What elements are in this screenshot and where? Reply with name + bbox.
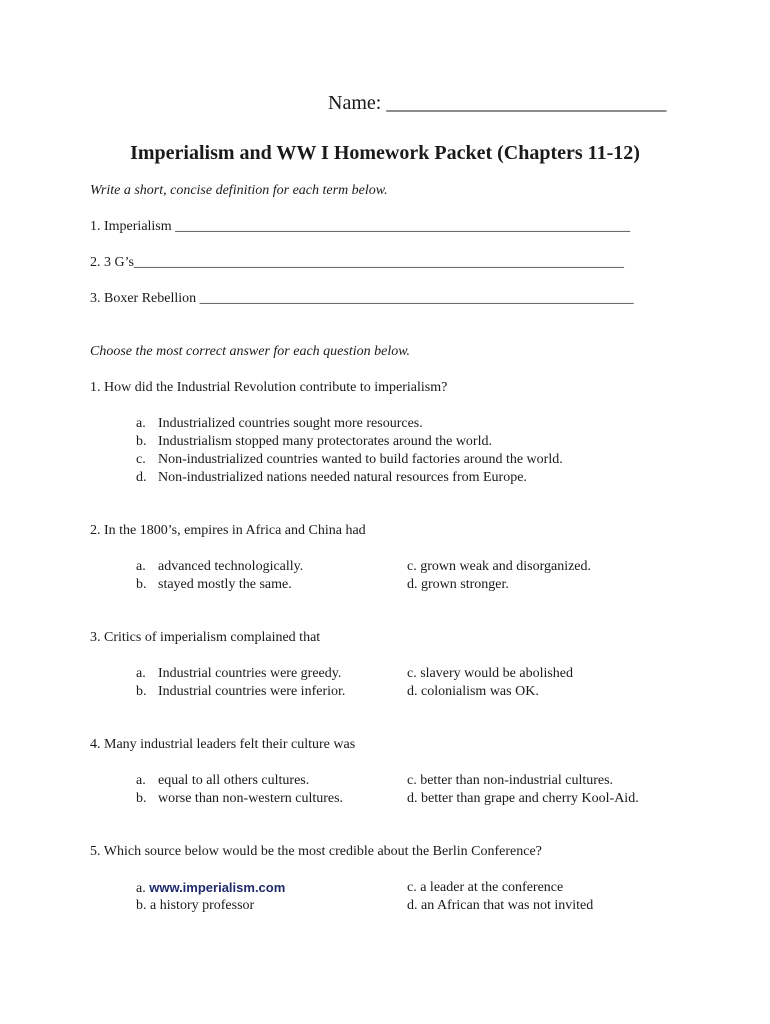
term-blank: _________________________________________________________________ [175, 219, 631, 234]
definitions-instruction: Write a short, concise definition for each term below. [90, 183, 388, 198]
term-label: 2. 3 G’s [90, 255, 134, 270]
option-letter: d. [407, 684, 418, 699]
question-4-option-b [136, 791, 343, 807]
question-2: 2. In the 1800’s, empires in Africa and China had [90, 523, 366, 538]
page-title: Imperialism and WW I Homework Packet (Chapters 11-12) [130, 142, 640, 164]
question-4-option-c [407, 773, 613, 789]
option-text: stayed mostly the same. [158, 577, 292, 592]
question-2-option-c [407, 559, 591, 575]
term-label: 1. Imperialism [90, 219, 172, 234]
option-letter: b. [136, 577, 147, 592]
option-letter: c. [407, 880, 417, 895]
option-text: Non-industrialized nations needed natural resources from Europe. [158, 470, 527, 485]
question-1-option-d [136, 470, 527, 486]
option-letter: d. [407, 577, 418, 592]
question-5-option-b [136, 898, 254, 914]
option-text: equal to all others cultures. [158, 773, 310, 788]
option-letter: b. [136, 791, 147, 806]
question-1: 1. How did the Industrial Revolution contribute to imperialism? [90, 380, 448, 395]
mc-instruction: Choose the most correct answer for each question below. [90, 344, 411, 359]
option-text: Industrial countries were greedy. [158, 666, 342, 681]
question-1-option-c [136, 452, 563, 468]
question-3: 3. Critics of imperialism complained that [90, 630, 321, 645]
question-4: 4. Many industrial leaders felt their culture was [90, 737, 356, 752]
option-text: worse than non-western cultures. [158, 791, 344, 806]
question-3-option-b [136, 684, 345, 700]
question-5-option-d [407, 898, 593, 914]
option-letter: a. [136, 559, 146, 574]
name-label: Name: [328, 92, 382, 114]
question-2-option-a [136, 559, 303, 575]
question-5: 5. Which source below would be the most credible about the Berlin Conference? [90, 844, 542, 859]
option-letter: c. [407, 666, 417, 681]
question-4-option-a [136, 773, 309, 789]
option-text: Non-industrialized countries wanted to build factories around the world. [158, 452, 563, 467]
option-text: grown stronger. [421, 577, 509, 592]
option-letter: d. [136, 470, 147, 485]
option-letter: a. [136, 666, 146, 681]
option-text: Industrialism stopped many protectorates around the world. [158, 434, 492, 449]
option-letter: a. [136, 881, 146, 896]
option-letter: d. [407, 791, 418, 806]
question-3-option-d [407, 684, 539, 700]
name-blank: ____________________________ [386, 92, 667, 114]
option-letter: c. [407, 559, 417, 574]
option-letter: d. [407, 898, 418, 913]
imperialism-link[interactable]: www.imperialism.com [149, 880, 286, 895]
option-text: a leader at the conference [420, 880, 564, 895]
option-text: grown weak and disorganized. [420, 559, 592, 574]
option-text: a history professor [150, 898, 255, 913]
option-text: Industrialized countries sought more resources. [158, 416, 423, 431]
option-text: Industrial countries were inferior. [158, 684, 346, 699]
question-3-option-c [407, 666, 573, 682]
term-blank: ______________________________________________________________________ [133, 255, 624, 270]
option-letter: a. [136, 773, 146, 788]
term-blank: ______________________________________________________________ [199, 291, 634, 306]
question-1-option-a [136, 416, 423, 432]
question-3-option-a [136, 666, 341, 682]
question-5-option-a [136, 880, 285, 897]
term-boxer-rebellion [90, 291, 634, 307]
term-label: 3. Boxer Rebellion [90, 291, 197, 306]
option-text: an African that was not invited [421, 898, 594, 913]
question-5-option-c [407, 880, 563, 896]
name-line [328, 92, 666, 115]
option-text: advanced technologically. [158, 559, 304, 574]
question-4-option-d [407, 791, 639, 807]
option-letter: b. [136, 898, 147, 913]
option-letter: c. [407, 773, 417, 788]
term-imperialism [90, 219, 630, 235]
option-letter: b. [136, 434, 147, 449]
option-text: colonialism was OK. [421, 684, 539, 699]
option-text: better than grape and cherry Kool-Aid. [421, 791, 639, 806]
question-2-option-b [136, 577, 292, 593]
option-letter: a. [136, 416, 146, 431]
option-text: slavery would be abolished [420, 666, 574, 681]
term-3gs [90, 255, 624, 271]
question-2-option-d [407, 577, 509, 593]
option-letter: b. [136, 684, 147, 699]
question-1-option-b [136, 434, 492, 450]
option-text: better than non-industrial cultures. [420, 773, 614, 788]
option-letter: c. [136, 452, 146, 467]
